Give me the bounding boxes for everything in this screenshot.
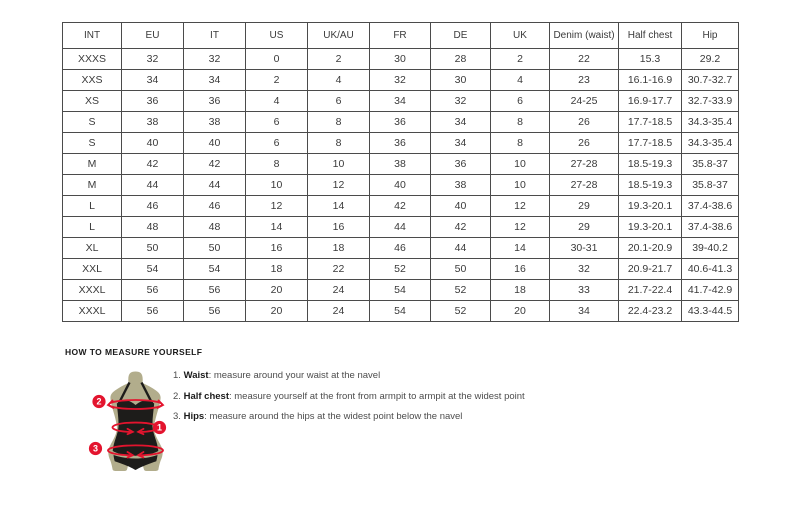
size-value-cell: 16	[246, 238, 308, 259]
size-value-cell: 34	[431, 133, 491, 154]
size-value-cell: 6	[491, 91, 550, 112]
size-value-cell: 16.9-17.7	[619, 91, 682, 112]
size-label-cell: XXL	[63, 259, 122, 280]
table-row	[63, 280, 739, 301]
size-value-cell: 29	[550, 196, 619, 217]
column-header: INT	[63, 23, 122, 49]
size-value-cell: 12	[308, 175, 370, 196]
column-header: DE	[431, 23, 491, 49]
size-value-cell: 41.7-42.9	[682, 280, 739, 301]
size-value-cell: 34	[184, 70, 246, 91]
size-chart-table	[62, 22, 739, 322]
size-value-cell: 54	[370, 301, 431, 322]
size-value-cell: 10	[491, 175, 550, 196]
size-value-cell: 19.3-20.1	[619, 196, 682, 217]
step-text: : measure yourself at the front from armpit to armpit at the widest point	[228, 390, 525, 402]
size-value-cell: 15.3	[619, 49, 682, 70]
size-value-cell: 38	[370, 154, 431, 175]
size-value-cell: 46	[370, 238, 431, 259]
size-value-cell: 10	[308, 154, 370, 175]
size-value-cell: 20	[246, 301, 308, 322]
column-header: Hip	[682, 23, 739, 49]
size-value-cell: 34.3-35.4	[682, 112, 739, 133]
size-value-cell: 32	[370, 70, 431, 91]
size-value-cell: 34.3-35.4	[682, 133, 739, 154]
size-value-cell: 56	[184, 280, 246, 301]
size-value-cell: 2	[246, 70, 308, 91]
table-row	[63, 133, 739, 154]
size-value-cell: 52	[431, 280, 491, 301]
table-row	[63, 91, 739, 112]
size-value-cell: 34	[370, 91, 431, 112]
size-value-cell: 56	[122, 280, 184, 301]
size-value-cell: 20	[491, 301, 550, 322]
size-value-cell: 18	[246, 259, 308, 280]
size-value-cell: 28	[431, 49, 491, 70]
size-value-cell: 2	[308, 49, 370, 70]
size-value-cell: 22	[550, 49, 619, 70]
hips-badge-number: 3	[92, 443, 99, 454]
size-value-cell: 18	[308, 238, 370, 259]
size-value-cell: 6	[308, 91, 370, 112]
size-value-cell: 30-31	[550, 238, 619, 259]
size-value-cell: 29	[550, 217, 619, 238]
table-row	[63, 175, 739, 196]
size-value-cell: 48	[122, 217, 184, 238]
size-value-cell: 42	[370, 196, 431, 217]
size-value-cell: 0	[246, 49, 308, 70]
size-value-cell: 32	[431, 91, 491, 112]
size-value-cell: 32	[184, 49, 246, 70]
size-value-cell: 14	[308, 196, 370, 217]
size-value-cell: 38	[122, 112, 184, 133]
size-value-cell: 50	[184, 238, 246, 259]
step-number: 2.	[173, 390, 181, 402]
size-value-cell: 21.7-22.4	[619, 280, 682, 301]
size-label-cell: L	[63, 217, 122, 238]
size-value-cell: 12	[491, 217, 550, 238]
size-value-cell: 14	[491, 238, 550, 259]
size-table-body	[63, 49, 739, 322]
size-value-cell: 40	[370, 175, 431, 196]
size-value-cell: 4	[308, 70, 370, 91]
size-value-cell: 30	[370, 49, 431, 70]
waist-badge-number: 1	[156, 422, 163, 433]
column-header: US	[246, 23, 308, 49]
size-value-cell: 39-40.2	[682, 238, 739, 259]
size-value-cell: 16	[491, 259, 550, 280]
size-value-cell: 42	[122, 154, 184, 175]
size-value-cell: 42	[431, 217, 491, 238]
size-label-cell: S	[63, 133, 122, 154]
size-value-cell: 20	[246, 280, 308, 301]
size-label-cell: XXXL	[63, 280, 122, 301]
size-value-cell: 30	[431, 70, 491, 91]
column-header: EU	[122, 23, 184, 49]
size-value-cell: 54	[184, 259, 246, 280]
column-header: Half chest	[619, 23, 682, 49]
table-row	[63, 301, 739, 322]
column-header: UK	[491, 23, 550, 49]
size-value-cell: 16.1-16.9	[619, 70, 682, 91]
half-chest-badge-number: 2	[96, 396, 102, 407]
step-label: Waist	[183, 370, 209, 381]
size-value-cell: 32	[550, 259, 619, 280]
size-value-cell: 12	[246, 196, 308, 217]
size-value-cell: 8	[246, 154, 308, 175]
measurement-figure	[88, 369, 183, 504]
size-value-cell: 8	[308, 133, 370, 154]
size-label-cell: XXS	[63, 70, 122, 91]
column-header: Denim (waist)	[550, 23, 619, 49]
size-value-cell: 44	[431, 238, 491, 259]
table-header-row	[63, 23, 739, 49]
size-value-cell: 29.2	[682, 49, 739, 70]
step-label: Half chest	[183, 390, 229, 402]
table-row	[63, 238, 739, 259]
size-value-cell: 40	[431, 196, 491, 217]
column-header: IT	[184, 23, 246, 49]
size-value-cell: 36	[370, 112, 431, 133]
size-value-cell: 17.7-18.5	[619, 112, 682, 133]
size-value-cell: 37.4-38.6	[682, 196, 739, 217]
size-value-cell: 50	[122, 238, 184, 259]
size-value-cell: 44	[370, 217, 431, 238]
size-value-cell: 36	[184, 91, 246, 112]
table-row	[63, 154, 739, 175]
size-value-cell: 50	[431, 259, 491, 280]
step-number: 1.	[173, 370, 181, 381]
table-row	[63, 70, 739, 91]
size-value-cell: 22	[308, 259, 370, 280]
measure-guide-title: HOW TO MEASURE YOURSELF	[65, 347, 203, 357]
size-value-cell: 17.7-18.5	[619, 133, 682, 154]
size-value-cell: 10	[246, 175, 308, 196]
size-value-cell: 34	[550, 301, 619, 322]
size-value-cell: 27-28	[550, 175, 619, 196]
size-value-cell: 19.3-20.1	[619, 217, 682, 238]
size-value-cell: 18.5-19.3	[619, 154, 682, 175]
size-value-cell: 30.7-32.7	[682, 70, 739, 91]
step-label: Hips	[183, 411, 205, 422]
size-label-cell: XXXS	[63, 49, 122, 70]
size-value-cell: 8	[491, 133, 550, 154]
size-value-cell: 36	[122, 91, 184, 112]
size-value-cell: 38	[184, 112, 246, 133]
size-value-cell: 44	[184, 175, 246, 196]
size-value-cell: 36	[431, 154, 491, 175]
size-value-cell: 4	[246, 91, 308, 112]
size-value-cell: 43.3-44.5	[682, 301, 739, 322]
size-label-cell: L	[63, 196, 122, 217]
size-value-cell: 18.5-19.3	[619, 175, 682, 196]
size-value-cell: 46	[122, 196, 184, 217]
size-value-cell: 52	[370, 259, 431, 280]
size-value-cell: 26	[550, 133, 619, 154]
size-value-cell: 24	[308, 280, 370, 301]
size-value-cell: 34	[122, 70, 184, 91]
size-value-cell: 54	[370, 280, 431, 301]
column-header: UK/AU	[308, 23, 370, 49]
size-label-cell: M	[63, 175, 122, 196]
size-value-cell: 38	[431, 175, 491, 196]
size-value-cell: 22.4-23.2	[619, 301, 682, 322]
size-value-cell: 26	[550, 112, 619, 133]
size-value-cell: 36	[370, 133, 431, 154]
size-value-cell: 10	[491, 154, 550, 175]
size-value-cell: 46	[184, 196, 246, 217]
measure-step	[173, 387, 525, 408]
size-value-cell: 6	[246, 133, 308, 154]
size-label-cell: M	[63, 154, 122, 175]
waist-badge	[153, 421, 166, 434]
size-value-cell: 40	[184, 133, 246, 154]
table-row	[63, 112, 739, 133]
size-value-cell: 40	[122, 133, 184, 154]
mannequin-illustration	[88, 369, 183, 504]
measure-step	[173, 407, 525, 428]
size-value-cell: 40.6-41.3	[682, 259, 739, 280]
size-value-cell: 6	[246, 112, 308, 133]
size-value-cell: 56	[184, 301, 246, 322]
size-value-cell: 14	[246, 217, 308, 238]
size-value-cell: 20.1-20.9	[619, 238, 682, 259]
size-value-cell: 48	[184, 217, 246, 238]
half-chest-badge	[92, 395, 105, 408]
size-label-cell: S	[63, 112, 122, 133]
size-value-cell: 16	[308, 217, 370, 238]
size-value-cell: 4	[491, 70, 550, 91]
size-value-cell: 56	[122, 301, 184, 322]
size-value-cell: 18	[491, 280, 550, 301]
size-value-cell: 52	[431, 301, 491, 322]
size-value-cell: 24-25	[550, 91, 619, 112]
size-value-cell: 8	[491, 112, 550, 133]
size-label-cell: XL	[63, 238, 122, 259]
size-value-cell: 27-28	[550, 154, 619, 175]
step-number: 3.	[173, 411, 181, 422]
table-row	[63, 196, 739, 217]
size-value-cell: 23	[550, 70, 619, 91]
measure-step	[173, 366, 525, 387]
size-value-cell: 34	[431, 112, 491, 133]
table-row	[63, 259, 739, 280]
step-text: : measure around the hips at the widest point below the navel	[204, 411, 463, 422]
size-value-cell: 54	[122, 259, 184, 280]
column-header: FR	[370, 23, 431, 49]
size-value-cell: 20.9-21.7	[619, 259, 682, 280]
table-row	[63, 49, 739, 70]
size-value-cell: 24	[308, 301, 370, 322]
size-value-cell: 35.8-37	[682, 175, 739, 196]
step-text: : measure around your waist at the navel	[208, 370, 381, 381]
hips-badge	[89, 442, 102, 455]
table-row	[63, 217, 739, 238]
size-value-cell: 33	[550, 280, 619, 301]
size-value-cell: 32.7-33.9	[682, 91, 739, 112]
size-value-cell: 44	[122, 175, 184, 196]
size-value-cell: 32	[122, 49, 184, 70]
size-label-cell: XS	[63, 91, 122, 112]
size-value-cell: 2	[491, 49, 550, 70]
size-label-cell: XXXL	[63, 301, 122, 322]
measure-steps	[173, 366, 525, 428]
size-value-cell: 8	[308, 112, 370, 133]
size-value-cell: 42	[184, 154, 246, 175]
size-value-cell: 12	[491, 196, 550, 217]
size-value-cell: 37.4-38.6	[682, 217, 739, 238]
size-value-cell: 35.8-37	[682, 154, 739, 175]
